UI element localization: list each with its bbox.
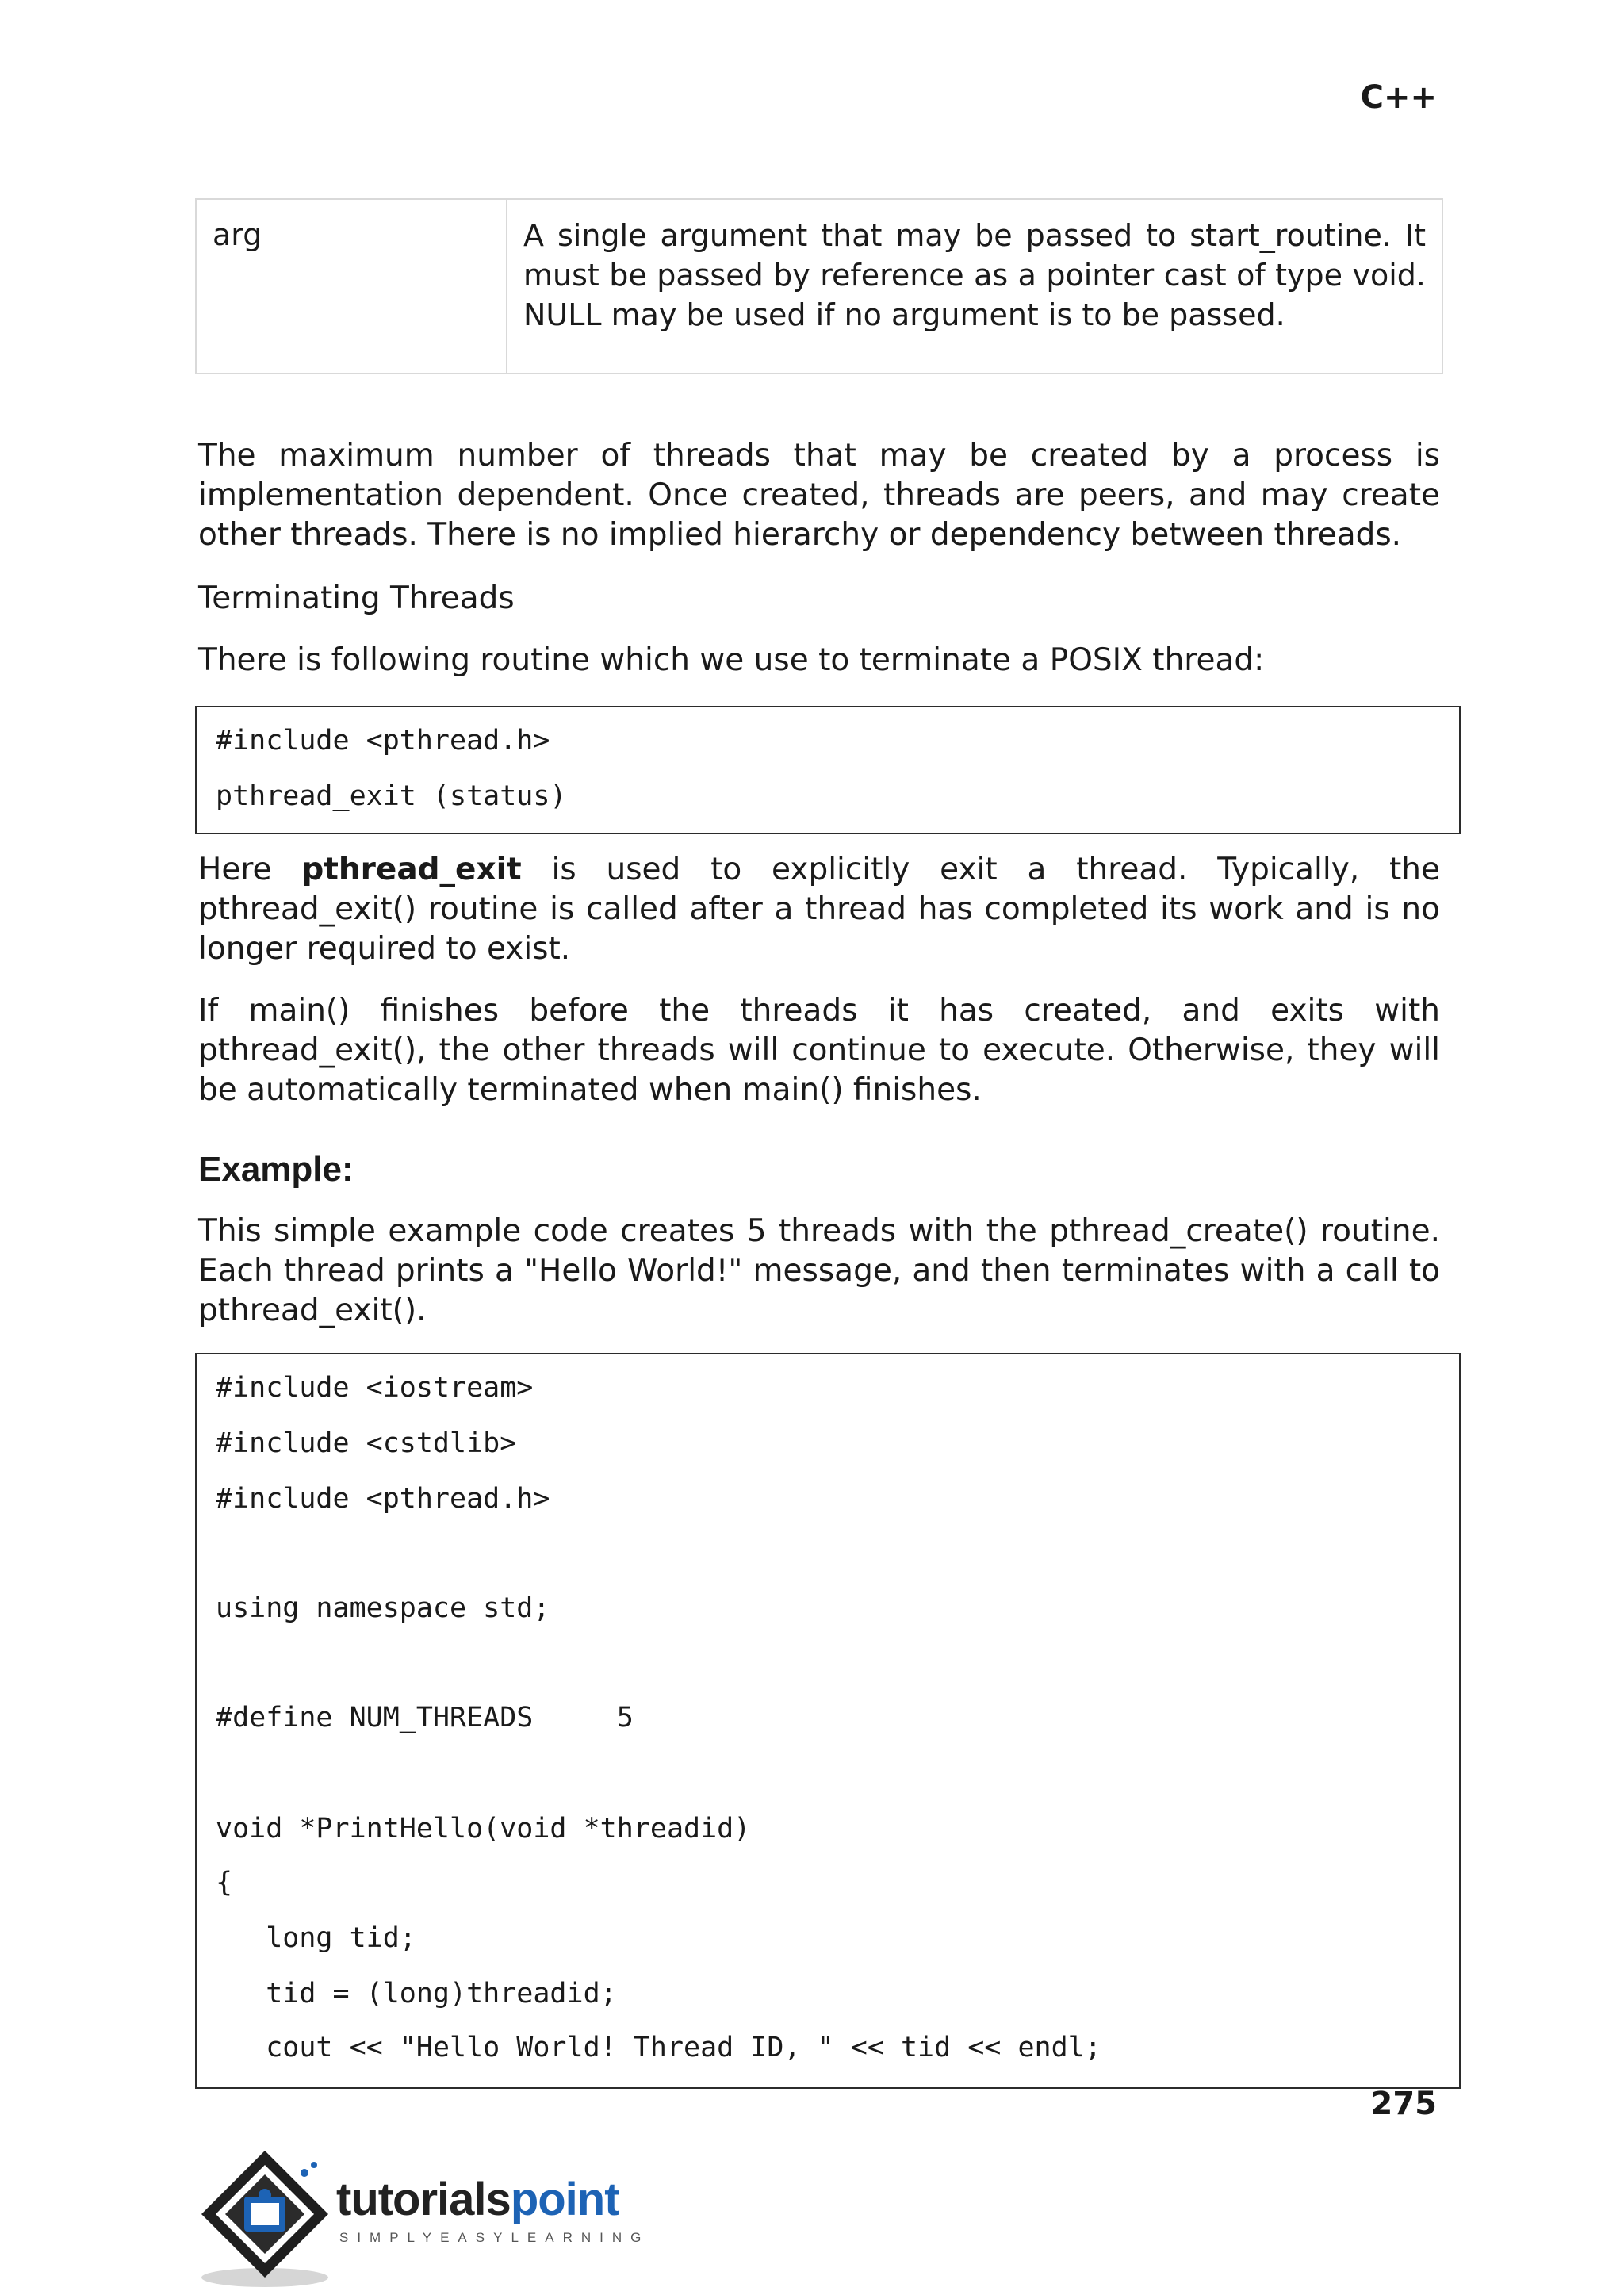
bold-term: pthread_exit — [301, 852, 522, 887]
paragraph-thread-limits: The maximum number of threads that may be created by a process is implementation dependent. Once created, threads are peers, and may create other threads. There is no implied hierarchy or dependency between threads. — [198, 438, 1440, 553]
paragraph-terminate-intro: There is following routine which we use to terminate a POSIX thread: — [198, 642, 1265, 678]
logo-wordmark — [336, 2173, 619, 2226]
running-header: C++ — [1360, 79, 1437, 116]
code-line: tid = (long)threadid; — [216, 1978, 617, 2010]
paragraph-main-finishes: If main() finishes before the threads it has created, and exits with pthread_exit(), the other threads will continue to execute. Otherwise, they will be automatically terminated when main() finishes. — [198, 993, 1440, 1108]
text-rest: is used to explicitly exit a thread. Typically, the pthread_exit() routine is called after a thread has completed its work and is no longer required to exist. — [198, 852, 1440, 967]
terminating-threads-label: Terminating Threads — [198, 580, 515, 616]
code-block-exit — [195, 706, 1461, 834]
code-line: void *PrintHello(void *threadid) — [216, 1813, 751, 1845]
param-name-cell: arg — [197, 200, 508, 373]
logo-diamond-icon — [195, 2141, 338, 2292]
code-line: using namespace std; — [216, 1592, 550, 1624]
logo-tagline: SIMPLYEASYLEARNING — [339, 2230, 650, 2245]
text-prefix: Here — [198, 852, 302, 887]
tutorialspoint-logo — [195, 2141, 687, 2292]
code-line: #include <cstdlib> — [216, 1427, 517, 1459]
code-line: { — [216, 1867, 233, 1898]
example-heading: Example: — [198, 1150, 354, 1189]
code-line: #include <pthread.h> — [216, 1483, 550, 1515]
code-line: long tid; — [216, 1922, 416, 1954]
paragraph-pthread-exit — [198, 850, 1440, 969]
code-line: #include <iostream> — [216, 1372, 534, 1404]
logo-word-tutorials: tutorials — [336, 2174, 511, 2225]
parameter-table — [195, 198, 1443, 374]
code-line: #include <pthread.h> — [216, 725, 550, 757]
code-line: #define NUM_THREADS 5 — [216, 1702, 634, 1734]
paragraph-example-desc: This simple example code creates 5 threads with the pthread_create() routine. Each thread prints a "Hello World!" message, and then terminates with a call to pthread_exit(). — [198, 1213, 1440, 1328]
param-description-cell: A single argument that may be passed to start_routine. It must be passed by reference as a pointer cast of type void. NULL may be used if no argument is to be passed. — [523, 218, 1426, 332]
logo-word-point: point — [510, 2174, 619, 2225]
code-block-example — [195, 1353, 1461, 2089]
code-line: cout << "Hello World! Thread ID, " << tid << endl; — [216, 2032, 1101, 2063]
page-number: 275 — [1370, 2086, 1437, 2122]
code-line: pthread_exit (status) — [216, 780, 567, 812]
